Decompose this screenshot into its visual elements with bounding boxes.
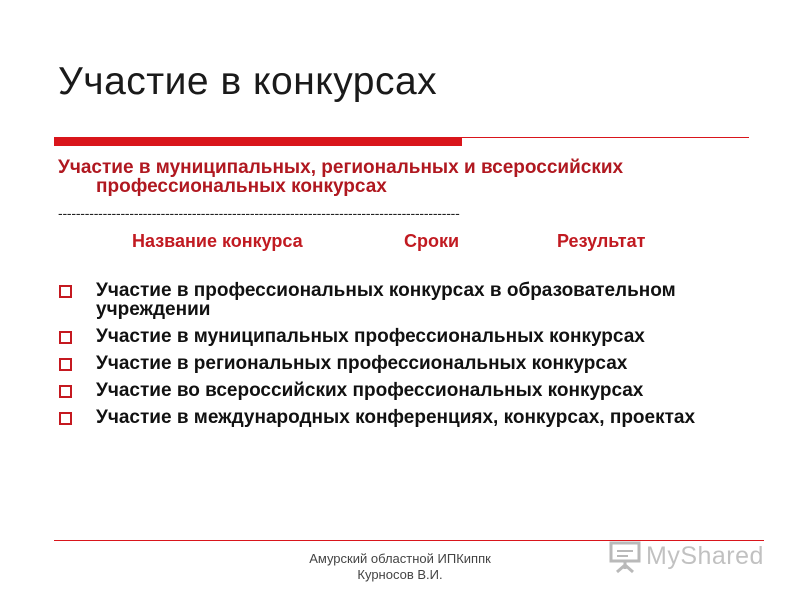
watermark-text: MyShared — [646, 542, 764, 570]
slide-title: Участие в конкурсах — [58, 60, 438, 103]
dashed-separator: ------------------------------------------------------------------------------------------ — [58, 205, 460, 221]
square-bullet-icon — [59, 331, 72, 344]
square-bullet-icon — [59, 358, 72, 371]
list-item — [58, 381, 768, 400]
presentation-board-icon — [608, 539, 642, 575]
list-item — [58, 354, 768, 373]
bullet-list — [58, 281, 768, 435]
slide-footer — [260, 551, 540, 583]
square-bullet-icon — [59, 412, 72, 425]
subtitle-line-1: Участие в муниципальных, региональных и всероссийских — [58, 157, 624, 178]
square-bullet-icon — [59, 285, 72, 298]
subtitle-line-2: профессиональных конкурсах — [96, 176, 387, 197]
footer-organization: Амурский областной ИПКиппк — [309, 551, 491, 566]
list-item — [58, 327, 768, 346]
square-bullet-icon — [59, 385, 72, 398]
list-item-text: Участие в муниципальных профессиональных конкурсах — [96, 326, 645, 347]
list-item — [58, 408, 768, 427]
column-header-name: Название конкурса — [132, 231, 303, 251]
column-header-dates: Сроки — [404, 231, 460, 251]
list-item — [58, 281, 768, 319]
slide-subtitle — [58, 158, 758, 196]
footer-author: Курносов В.И. — [357, 567, 443, 582]
list-item-text: Участие в профессиональных конкурсах в образовательном учреждении — [96, 280, 676, 320]
title-underline-accent — [54, 138, 462, 146]
watermark — [608, 539, 768, 575]
list-item-text: Участие во всероссийских профессиональных конкурсах — [96, 380, 644, 401]
column-headers — [0, 231, 800, 253]
list-item-text: Участие в международных конференциях, конкурсах, проектах — [96, 407, 696, 428]
column-header-result: Результат — [557, 231, 646, 251]
list-item-text: Участие в региональных профессиональных конкурсах — [96, 353, 628, 374]
